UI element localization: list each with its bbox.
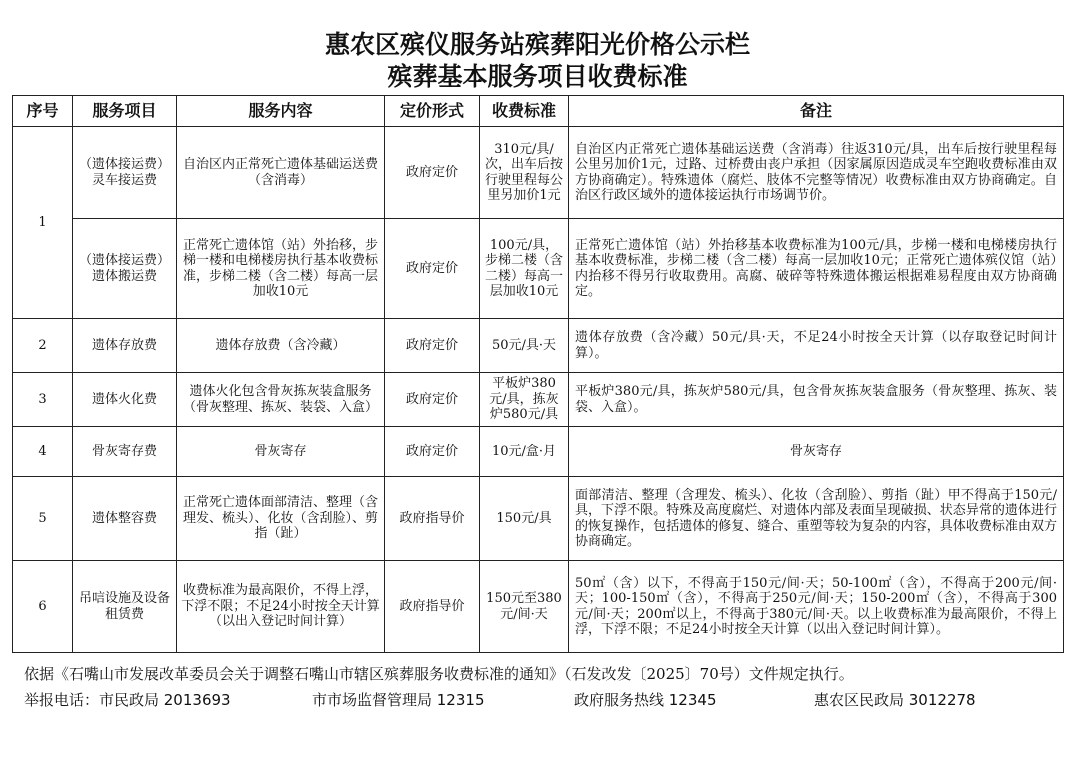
cell-pricing: 政府定价 bbox=[385, 427, 480, 477]
footer-basis: 依据《石嘴山市发展改革委员会关于调整石嘴山市辖区殡葬服务收费标准的通知》（石发改发〔2025〕70号）文件规定执行。 bbox=[24, 665, 854, 683]
cell-item: 遗体存放费 bbox=[73, 319, 177, 373]
fee-table bbox=[12, 95, 1064, 653]
cell-item: 骨灰寄存费 bbox=[73, 427, 177, 477]
table-row bbox=[13, 219, 1064, 319]
cell-note: 遗体存放费（含冷藏）50元/具·天，不足24小时按全天计算（以存取登记时间计算）。 bbox=[569, 319, 1064, 373]
cell-standard: 50元/具·天 bbox=[480, 319, 569, 373]
cell-item: 遗体火化费 bbox=[73, 373, 177, 427]
table-row bbox=[13, 427, 1064, 477]
cell-item: 吊唁设施及设备租赁费 bbox=[73, 561, 177, 653]
header-seq: 序号 bbox=[13, 96, 73, 127]
cell-seq: 6 bbox=[13, 561, 73, 653]
cell-pricing: 政府定价 bbox=[385, 219, 480, 319]
header-content: 服务内容 bbox=[177, 96, 385, 127]
cell-note: 面部清洁、整理（含理发、梳头）、化妆（含刮脸）、剪指（趾）甲不得高于150元/具，下浮不限。特殊及高度腐烂、对遗体内部及表面呈现破损、状态异常的遗体进行的恢复操作，包括遗体的修复、缝合、重塑等较为复杂的内容，具体收费标准由双方协商确定。 bbox=[569, 477, 1064, 561]
cell-pricing: 政府指导价 bbox=[385, 477, 480, 561]
cell-standard: 310元/具/次，出车后按行驶里程每公里另加价1元 bbox=[480, 127, 569, 219]
cell-pricing: 政府指导价 bbox=[385, 561, 480, 653]
header-note: 备注 bbox=[569, 96, 1064, 127]
cell-seq: 2 bbox=[13, 319, 73, 373]
cell-content: 遗体存放费（含冷藏） bbox=[177, 319, 385, 373]
cell-standard: 150元至380元/间·天 bbox=[480, 561, 569, 653]
page-subtitle: 殡葬基本服务项目收费标准 bbox=[387, 62, 688, 91]
phone-district-civil-affairs: 惠农区民政局 3012278 bbox=[814, 691, 976, 709]
cell-note: 自治区内正常死亡遗体基础运送费（含消毒）往返310元/具，出车后按行驶里程每公里另加价1元，过路、过桥费由丧户承担（因家属原因造成灵车空跑收费标准由双方协商确定）。特殊遗体（腐烂、肢体不完整等情况）收费标准由双方协商确定。自治区行政区域外的遗体接运执行市场调节价。 bbox=[569, 127, 1064, 219]
phone-gov-hotline: 政府服务热线 12345 bbox=[574, 691, 717, 709]
header-item: 服务项目 bbox=[73, 96, 177, 127]
header-standard: 收费标准 bbox=[480, 96, 569, 127]
table-row bbox=[13, 373, 1064, 427]
table-row bbox=[13, 319, 1064, 373]
cell-note: 骨灰寄存 bbox=[569, 427, 1064, 477]
cell-content: 正常死亡遗体面部清洁、整理（含理发、梳头）、化妆（含刮脸）、剪指（趾） bbox=[177, 477, 385, 561]
cell-content: 正常死亡遗体馆（站）外抬移，步梯一楼和电梯楼房执行基本收费标准，步梯二楼（含二楼）每高一层加收10元 bbox=[177, 219, 385, 319]
table-row bbox=[13, 127, 1064, 219]
cell-note: 正常死亡遗体馆（站）外抬移基本收费标准为100元/具，步梯一楼和电梯楼房执行基本收费标准，步梯二楼（含二楼）每高一层加收10元；正常死亡遗体殡仪馆（站）内抬移不得另行收取费用。高腐、破碎等特殊遗体搬运根据难易程度由双方协商确定。 bbox=[569, 219, 1064, 319]
table-row bbox=[13, 477, 1064, 561]
cell-content: 遗体火化包含骨灰拣灰装盒服务（骨灰整理、拣灰、装袋、入盒） bbox=[177, 373, 385, 427]
cell-item: （遗体接运费）遗体搬运费 bbox=[73, 219, 177, 319]
cell-item: 遗体整容费 bbox=[73, 477, 177, 561]
cell-pricing: 政府定价 bbox=[385, 373, 480, 427]
cell-item: （遗体接运费）灵车接运费 bbox=[73, 127, 177, 219]
cell-standard: 150元/具 bbox=[480, 477, 569, 561]
cell-standard: 100元/具，步梯二楼（含二楼）每高一层加收10元 bbox=[480, 219, 569, 319]
cell-seq: 5 bbox=[13, 477, 73, 561]
page-title: 惠农区殡仪服务站殡葬阳光价格公示栏 bbox=[324, 30, 750, 59]
cell-seq: 1 bbox=[13, 127, 73, 319]
header-pricing: 定价形式 bbox=[385, 96, 480, 127]
cell-note: 50㎡（含）以下，不得高于150元/间·天；50-100㎡（含），不得高于200元/间·天；100-150㎡（含），不得高于250元/间·天；150-200㎡（含），不得高于300元/间·天；200㎡以上，不得高于380元/间·天。以上收费标准为最高限价，不得上浮，下浮不限；不足24小时按全天计算（以出入登记时间计算）。 bbox=[569, 561, 1064, 653]
cell-standard: 平板炉380元/具，拣灰炉580元/具 bbox=[480, 373, 569, 427]
cell-standard: 10元/盒·月 bbox=[480, 427, 569, 477]
table-row bbox=[13, 561, 1064, 653]
cell-content: 骨灰寄存 bbox=[177, 427, 385, 477]
cell-content: 自治区内正常死亡遗体基础运送费（含消毒） bbox=[177, 127, 385, 219]
cell-seq: 4 bbox=[13, 427, 73, 477]
footer-phones bbox=[24, 690, 976, 710]
cell-seq: 3 bbox=[13, 373, 73, 427]
cell-note: 平板炉380元/具，拣灰炉580元/具，包含骨灰拣灰装盒服务（骨灰整理、拣灰、装袋、入盒）。 bbox=[569, 373, 1064, 427]
cell-pricing: 政府定价 bbox=[385, 319, 480, 373]
cell-pricing: 政府定价 bbox=[385, 127, 480, 219]
table-header-row bbox=[13, 96, 1064, 127]
cell-content: 收费标准为最高限价，不得上浮，下浮不限；不足24小时按全天计算（以出入登记时间计算） bbox=[177, 561, 385, 653]
phone-civil-affairs: 举报电话：市民政局 2013693 bbox=[24, 691, 231, 709]
phone-market-supervision: 市市场监督管理局 12315 bbox=[312, 691, 485, 709]
